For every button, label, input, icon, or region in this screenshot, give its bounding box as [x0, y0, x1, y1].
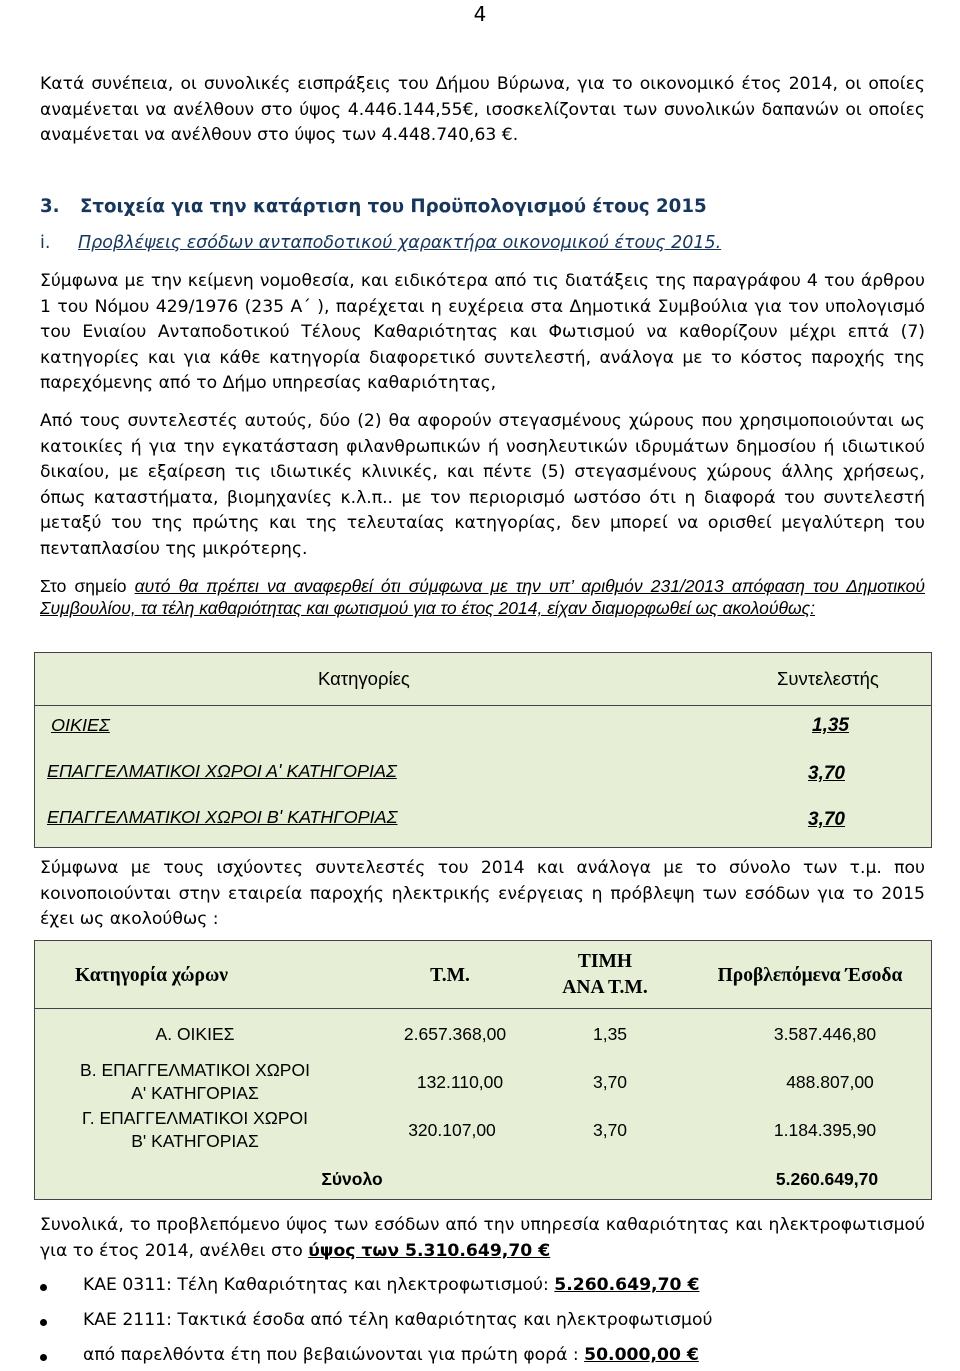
bullet-amount: 5.260.649,70 €: [554, 1275, 700, 1295]
bullet-text-wrap: [83, 1345, 699, 1365]
row2-category: [45, 1059, 345, 1105]
page-number: 4: [473, 2, 487, 26]
rate-value: 3,70: [808, 809, 845, 830]
row3-sqm: 320.107,00: [408, 1120, 496, 1140]
rates-table-header: [35, 653, 931, 706]
row2-sqm: 132.110,00: [416, 1072, 504, 1092]
legislation-paragraph: Σύμφωνα με την κείμενη νομοθεσία, και ειδικότερα από τις διατάξεις της παραγράφου 4 του άρθρου 1 του Νόμου 429/1976 (235 Α΄ ), παρέχεται η ευχέρεια στα Δημοτικά Συμβούλια για τον υπολογισμό του Ενιαίου Ανταποδοτικού Τέλους Καθαριότητας και Φωτισμού να καθορίζουν μέχρι επτά (7) κατηγορίες και για κάθε κατηγορία διαφορετικό συντελεστή, ανάλογα με το κόστος παροχής της παρεχόμενης από το Δήμο υπηρεσίας καθαριότητας,: [40, 271, 925, 393]
header-price-line2: ΑΝΑ Τ.Μ.: [562, 977, 648, 998]
decision-note: [40, 575, 925, 619]
row3-category: [45, 1107, 345, 1153]
subsection-title: Προβλέψεις εσόδων ανταποδοτικού χαρακτήρα οικονομικού έτους 2015.: [78, 233, 722, 253]
row2-category-line2: Α' ΚΑΤΗΓΟΡΙΑΣ: [131, 1083, 259, 1103]
header-category: Κατηγορία χώρων: [75, 965, 228, 986]
header-sqm: Τ.Μ.: [430, 965, 470, 986]
rates-header-category: Κατηγορίες: [318, 668, 410, 689]
bullet-amount: 50.000,00 €: [584, 1345, 699, 1365]
intro-paragraph: Κατά συνέπεια, οι συνολικές εισπράξεις του Δήμου Βύρωνα, για το οικονομικό έτος 2014, οι οποίες αναμένεται να ανέλθουν στο ύψος 4.446.144,55€, ισοσκελίζονται των συνολικών δαπανών οι οποίες αναμένεται να ανέλθουν στο ύψος των 4.448.740,63 €.: [40, 74, 925, 145]
table-row: [35, 709, 931, 755]
list-item: [40, 1345, 920, 1371]
categories-paragraph: Από τους συντελεστές αυτούς, δύο (2) θα αφορούν στεγασμένους χώρους που χρησιμοποιούνται ως κατοικίες ή για την εγκατάσταση φιλανθρωπικών ή νοσηλευτικών ιδρυμάτων δημοσίου ή ιδιωτικού δικαίου, με εξαίρεση τις ιδιωτικές κλινικές, και πέντε (5) στεγασμένους χώρους άλλης χρήσεως, όπως καταστήματα, βιομηχανίες κ.λ.π.. με τον περιορισμό ωστόσο ότι η διαφορά του συντελεστή μεταξύ του της πρώτης και της τελευταίας κατηγορίας, δεν μπορεί να ορισθεί μεγαλύτερη του πενταπλασίου της μικρότερης.: [40, 411, 925, 559]
table-row: [35, 755, 931, 801]
row3-revenue: 1.184.395,90: [773, 1120, 877, 1140]
rate-value: 3,70: [808, 763, 845, 784]
header-price-line1: ΤΙΜΗ: [577, 951, 633, 972]
section-number: 3.: [40, 196, 60, 217]
bullet-icon: [40, 1319, 47, 1326]
total-label: Σύνολο: [321, 1169, 383, 1189]
rate-category: ΕΠΑΓΓΕΛΜΑΤΙΚΟΙ ΧΩΡΟΙ Β' ΚΑΤΗΓΟΡΙΑΣ: [47, 807, 398, 827]
row2-revenue: 488.807,00: [786, 1072, 874, 1092]
header-revenue: Προβλεπόμενα Έσοδα: [717, 965, 903, 986]
forecast-table: [34, 940, 932, 1200]
table-row: [35, 801, 931, 847]
rate-category: ΕΠΑΓΓΕΛΜΑΤΙΚΟΙ ΧΩΡΟΙ Α' ΚΑΤΗΓΟΡΙΑΣ: [47, 761, 397, 781]
forecast-table-header: [35, 941, 931, 1009]
rate-value: 1,35: [812, 715, 849, 736]
summary-text: Συνολικά, το προβλεπόμενο ύψος των εσόδων από την υπηρεσία καθαριότητας και ηλεκτροφωτισμού για το έτος 2014, ανέλθει στο: [40, 1215, 925, 1261]
row1-sqm: 2.657.368,00: [403, 1024, 507, 1044]
bullet-text: από παρελθόντα έτη που βεβαιώνονται για πρώτη φορά :: [83, 1345, 579, 1365]
bullet-text: ΚΑΕ 0311: Τέλη Καθαριότητας και ηλεκτροφωτισμού:: [83, 1275, 549, 1295]
bullet-text: ΚΑΕ 2111: Τακτικά έσοδα από τέλη καθαριότητας και ηλεκτροφωτισμού: [83, 1310, 713, 1330]
row3-category-line2: Β' ΚΑΤΗΓΟΡΙΑΣ: [131, 1131, 259, 1151]
list-item: [40, 1310, 920, 1336]
note-text: αυτό θα πρέπει να αναφερθεί ότι σύμφωνα με την υπ’ αριθμόν 231/2013 απόφαση του Δημοτικού Συμβουλίου, τα τέλη καθαριότητας και φωτισμού για το έτος 2014, είχαν διαμορφωθεί ως ακολούθως:: [40, 576, 925, 618]
rates-table: [34, 652, 932, 848]
section-title: Στοιχεία για την κατάρτιση του Προϋπολογισμού έτους 2015: [80, 196, 707, 217]
rates-header-rate: Συντελεστής: [777, 668, 879, 689]
bullet-icon: [40, 1354, 47, 1361]
row3-price: 3,70: [592, 1120, 628, 1140]
bullet-text-wrap: [83, 1275, 699, 1295]
list-item: [40, 1275, 920, 1301]
row2-price: 3,70: [592, 1072, 628, 1092]
row1-revenue: 3.587.446,80: [773, 1024, 877, 1044]
forecast-intro-paragraph: Σύμφωνα με τους ισχύοντες συντελεστές του 2014 και ανάλογα με το σύνολο των τ.μ. που κοινοποιούνται στην εταιρεία παροχής ηλεκτρικής ενέργειας η πρόβλεψη των εσόδων για το 2015 έχει ως ακολούθως :: [40, 858, 925, 929]
summary-paragraph: [40, 1213, 925, 1264]
row3-category-line1: Γ. ΕΠΑΓΓΕΛΜΑΤΙΚΟΙ ΧΩΡΟΙ: [82, 1108, 308, 1128]
rate-category: ΟΙΚΙΕΣ: [51, 715, 110, 735]
bullet-icon: [40, 1284, 47, 1291]
section-heading: [40, 196, 707, 217]
total-value: 5.260.649,70: [775, 1169, 879, 1189]
row2-category-line1: Β. ΕΠΑΓΓΕΛΜΑΤΙΚΟΙ ΧΩΡΟΙ: [80, 1060, 310, 1080]
note-lead: Στο σημείο: [40, 576, 127, 596]
row1-price: 1,35: [592, 1024, 628, 1044]
subsection-number: i.: [40, 233, 51, 253]
subsection-heading: [40, 233, 721, 253]
row1-category: Α. ΟΙΚΙΕΣ: [155, 1024, 235, 1044]
summary-amount: ύψος των 5.310.649,70 €: [308, 1240, 551, 1261]
